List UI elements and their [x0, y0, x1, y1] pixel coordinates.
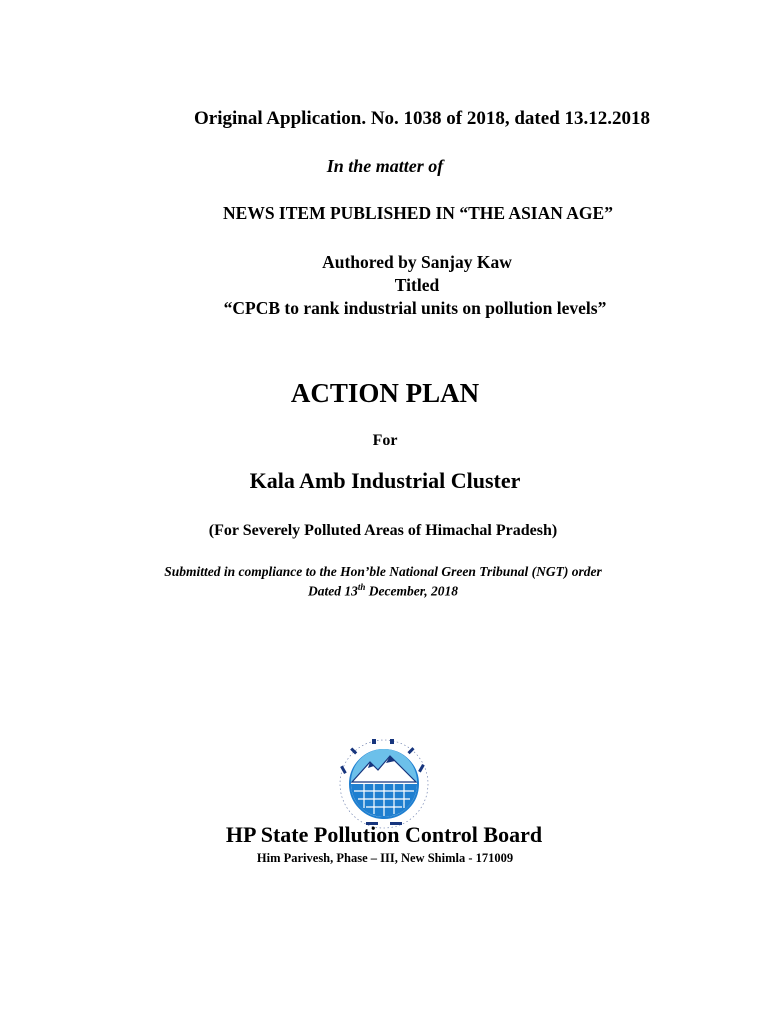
article-title: “CPCB to rank industrial units on pollution levels”	[223, 298, 607, 318]
cluster-name: Kala Amb Industrial Cluster	[249, 468, 521, 493]
dated-line	[0, 582, 768, 600]
board-address: Him Parivesh, Phase – III, New Shimla - 171009	[256, 851, 514, 865]
page-title: ACTION PLAN	[290, 378, 480, 408]
application-number: Original Application. No. 1038 of 2018, dated 13.12.2018	[193, 108, 651, 129]
board-emblem-logo	[332, 736, 436, 830]
subtitle: (For Severely Polluted Areas of Himachal Pradesh)	[208, 522, 558, 539]
dated-prefix: Dated 13	[308, 583, 358, 599]
for-label: For	[372, 432, 398, 449]
titled-label: Titled	[394, 275, 440, 295]
compliance-note: Submitted in compliance to the Hon’ble National Green Tribunal (NGT) order	[164, 564, 602, 579]
news-item-heading: NEWS ITEM PUBLISHED IN “THE ASIAN AGE”	[223, 203, 613, 223]
board-name: HP State Pollution Control Board	[225, 822, 543, 847]
in-the-matter-of: In the matter of	[326, 156, 444, 176]
authored-by: Authored by Sanjay Kaw	[322, 252, 512, 272]
dated-suffix: December, 2018	[365, 583, 458, 599]
dated-superscript: th	[357, 582, 366, 592]
